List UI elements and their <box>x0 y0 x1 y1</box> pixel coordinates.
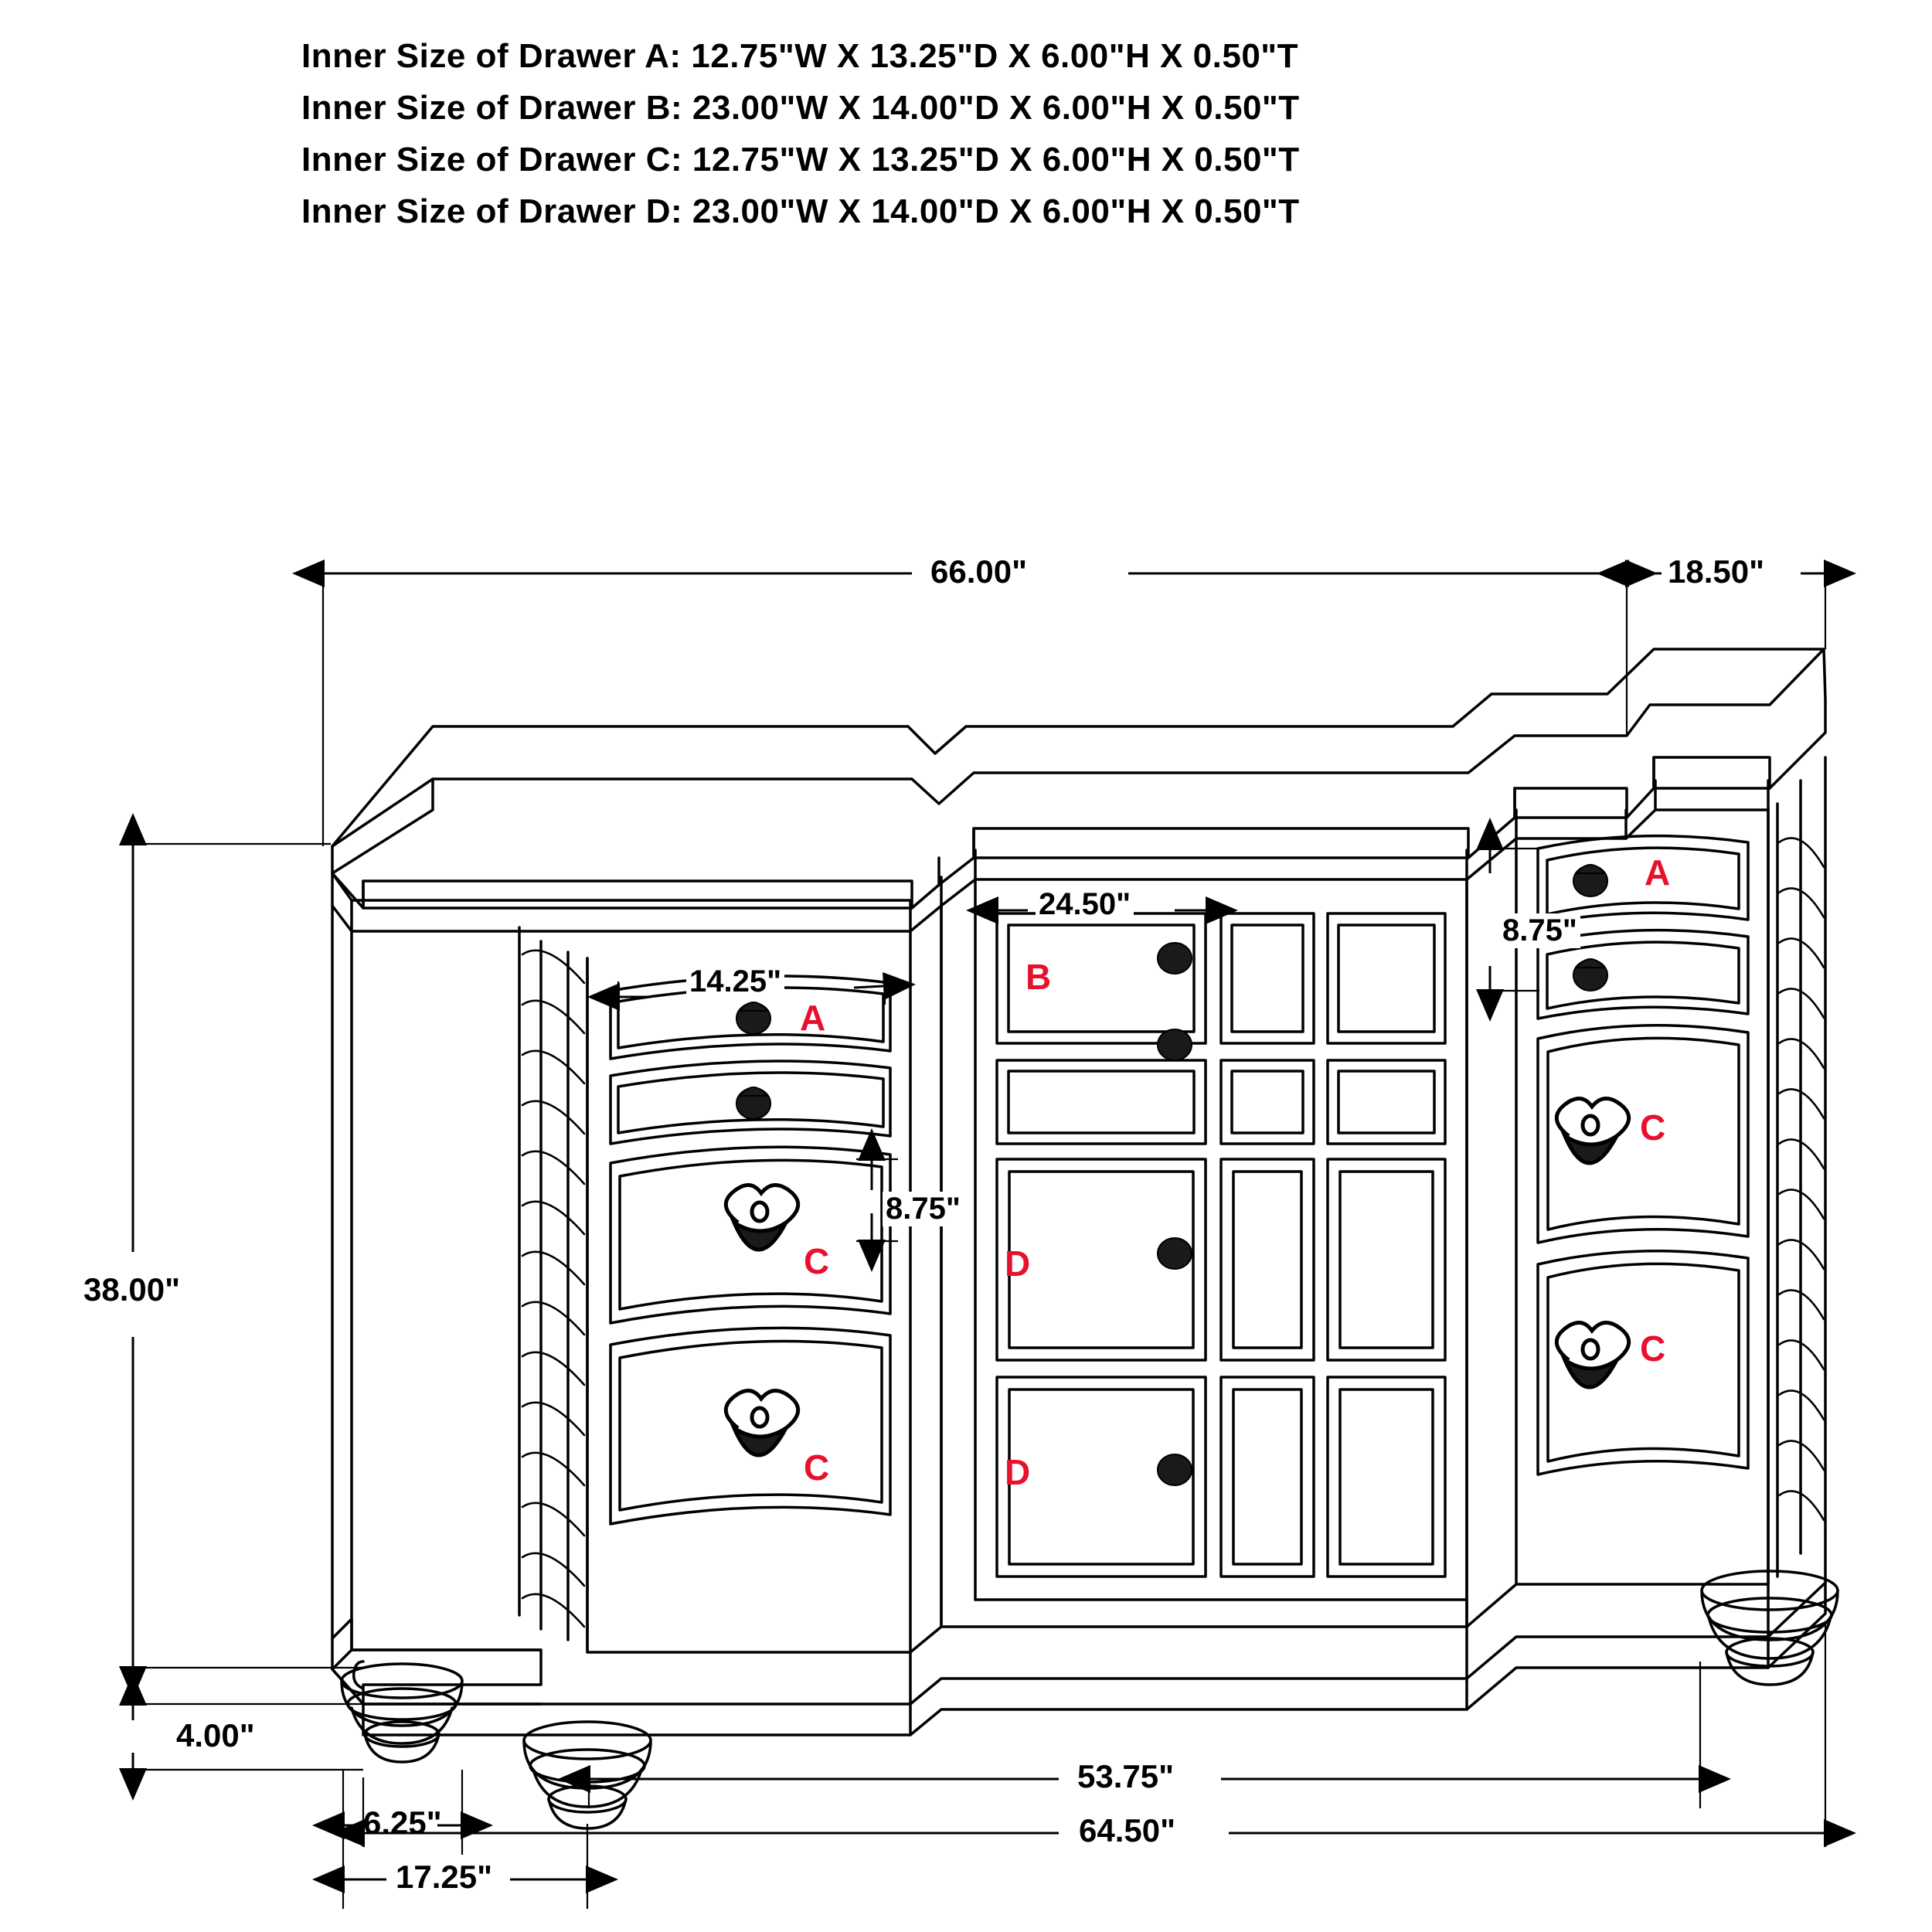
drawer-letter-c-left-bottom: C <box>804 1447 830 1488</box>
dim-foot-height: 4.00" <box>176 1717 255 1753</box>
dim-width-top: 66.00" <box>926 553 1032 590</box>
dim-drawer-b-width: 24.50" <box>1036 887 1134 922</box>
dim-foot-offset-a: 6.25" <box>363 1804 442 1841</box>
spec-line-d: Inner Size of Drawer D: 23.00"W X 14.00"D X 6.00"H X 0.50"T <box>301 192 1300 230</box>
dim-foot-offset-b: 17.25" <box>396 1859 493 1895</box>
drawer-letter-c-right-mid: C <box>1640 1107 1666 1148</box>
spec-line-b: Inner Size of Drawer B: 23.00"W X 14.00"D X 6.00"H X 0.50"T <box>301 88 1300 127</box>
drawer-letter-c-right-bottom: C <box>1640 1328 1666 1369</box>
drawer-letter-d-center-bottom: D <box>1005 1452 1031 1492</box>
spec-line-a: Inner Size of Drawer A: 12.75"W X 13.25"D X 6.00"H X 0.50"T <box>301 37 1299 75</box>
dim-drawer-left-height: 8.75" <box>883 1192 964 1226</box>
dim-height-left: 38.00" <box>83 1271 181 1308</box>
drawer-letter-c-left-mid: C <box>804 1241 830 1281</box>
spec-line-c: Inner Size of Drawer C: 12.75"W X 13.25"D X 6.00"H X 0.50"T <box>301 140 1300 179</box>
dim-base-inner: 53.75" <box>1073 1758 1179 1795</box>
drawer-letter-d-center-mid: D <box>1005 1243 1031 1284</box>
drawer-letter-a-left: A <box>800 998 826 1038</box>
dim-drawer-a-width: 14.25" <box>686 964 784 999</box>
dim-drawer-right-height: 8.75" <box>1499 913 1580 948</box>
dim-base-outer: 64.50" <box>1074 1812 1180 1849</box>
drawer-letter-b-center: B <box>1026 957 1052 997</box>
drawer-letter-a-right: A <box>1645 852 1671 893</box>
dim-depth-top: 18.50" <box>1663 553 1769 590</box>
